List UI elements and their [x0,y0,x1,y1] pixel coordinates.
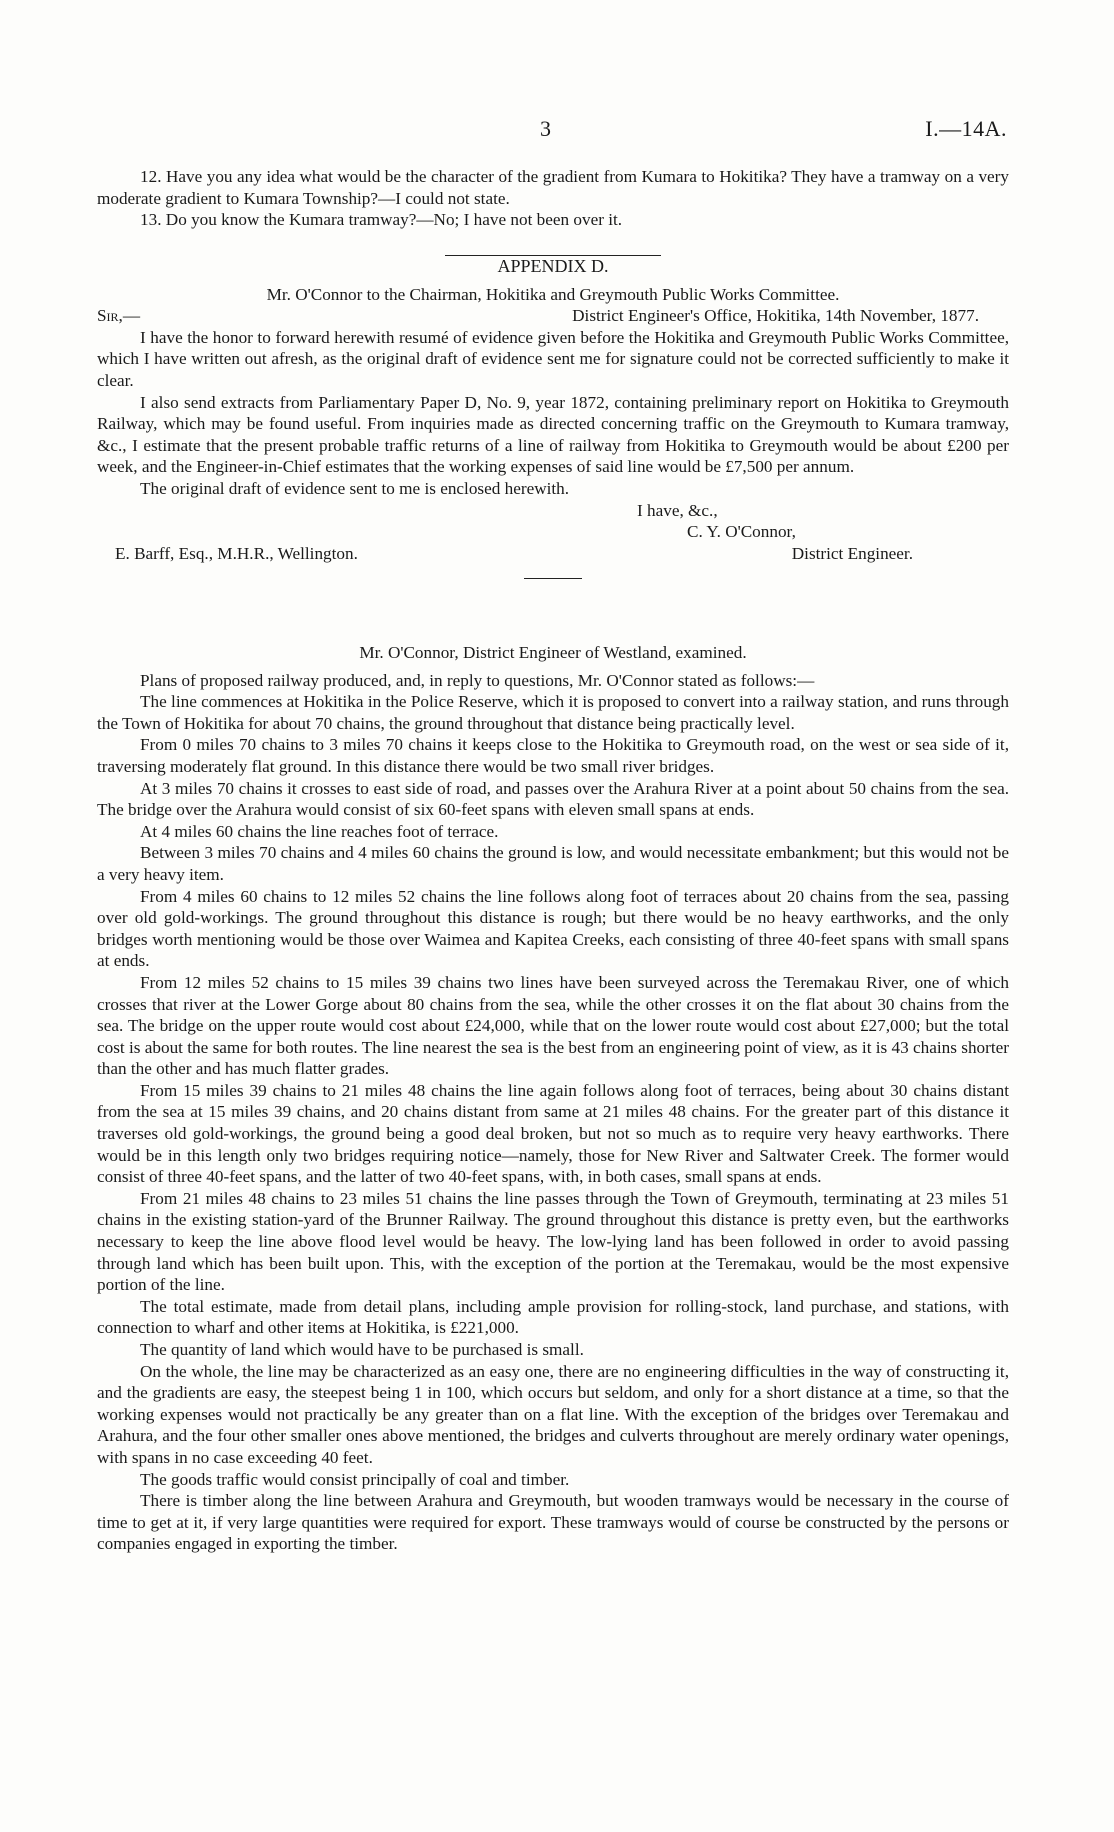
examination-intro: Plans of proposed railway produced, and, in reply to questions, Mr. O'Connor stated as follows:— [140,670,815,690]
signature-title: District Engineer. [791,543,913,563]
letter-salutation-row [97,305,1009,327]
examination-heading: Mr. O'Connor, District Engineer of Westland, examined. [359,643,747,662]
examination-paragraph: At 3 miles 70 chains it crosses to east side of road, and passes over the Arahura River at a point about 50 chains from the sea. The bridge over the Arahura would consist of six 60-feet spans with eleven small spans at ends. [97,778,1009,820]
examination-paragraph: From 12 miles 52 chains to 15 miles 39 chains two lines have been surveyed across the Teremakau River, one of which crosses that river at the Lower Gorge about 80 chains from the sea, while the other crosses it on the flat about 30 chains from the sea. The bridge on the upper route would cost about £24,000, while that on the lower route would cost about £27,000; but the total cost is about the same for both routes. The line nearest the sea is the best from an engineering point of view, as it is 43 chains shorter than the other and has much flatter grades. [97,972,1009,1079]
page-header [0,118,1114,148]
letter-heading: Mr. O'Connor to the Chairman, Hokitika and Greymouth Public Works Committee. [266,284,840,304]
examination-paragraph: On the whole, the line may be characterized as an easy one, there are no engineering difficulties in the way of constructing it, and the gradients are easy, the steepest being 1 in 100, which occurs but seldom, and only for a short distance at a time, so that the working expenses would not practically be any greater than on a flat line. With the exception of the bridges over Teremakau and Arahura, and the four other smaller ones above mentioned, the bridges and culverts throughout are merely ordinary water openings, with spans in no case exceeding 40 feet. [97,1361,1009,1467]
letter-paragraph: I also send extracts from Parliamentary Paper D, No. 9, year 1872, containing preliminary report on Hokitika to Greymouth Railway, which may be found useful. From inquiries made as directed concerning traffic on the Greymouth to Kumara tramway, &c., I estimate that the present probable traffic returns of a line of railway from Hokitika to Greymouth would be about £200 per week, and the Engineer-in-Chief estimates that the working expenses of said line would be £7,500 per annum. [97,392,1009,477]
examination-paragraph: From 15 miles 39 chains to 21 miles 48 chains the line again follows along foot of terraces, being about 30 chains distant from the sea at 15 miles 39 chains, and 20 chains distant from same at 21 miles 48 chains. For the greater part of this distance it traverses old gold-workings, the ground being a good deal broken, but not so much as to require very heavy earthworks. There would be in this length only two bridges requiring notice—namely, those for New River and Saltwater Creek. The former would consist of three 40-feet spans, and the latter of two 40-feet spans, with, in both cases, small spans at ends. [97,1080,1009,1187]
appendix-title: APPENDIX D. [497,256,609,276]
examination-paragraph: The line commences at Hokitika in the Police Reserve, which it is proposed to convert into a railway station, and runs through the Town of Hokitika for about 70 chains, the ground throughout that distance being practically level. [97,692,1009,733]
questions-section [97,166,1009,256]
letter-paragraph: The original draft of evidence sent to me is enclosed herewith. [140,478,570,498]
appendix-section [97,256,1009,579]
page-number: 3 [540,116,551,141]
examination-paragraph: The total estimate, made from detail plans, including ample provision for rolling-stock, land purchase, and stations, with connection to wharf and other items at Hokitika, is £221,000. [97,1296,1009,1338]
letter-closing: I have, &c., [637,500,718,520]
letter-paragraph: I have the honor to forward herewith resumé of evidence given before the Hokitika and Greymouth Public Works Committee, which I have written out afresh, as the original draft of evidence sent me for signature could not be corrected sufficiently to make it clear. [97,327,1009,390]
examination-paragraph: The quantity of land which would have to be purchased is small. [140,1340,584,1359]
examination-section [97,642,1009,1555]
document-reference: I.—14A. [925,116,1007,141]
letter-footer-row [97,543,1009,565]
letter-recipient: E. Barff, Esq., M.H.R., Wellington. [115,543,358,563]
examination-paragraph: Between 3 miles 70 chains and 4 miles 60 chains the ground is low, and would necessitate embankment; but this would not be a very heavy item. [97,843,1009,884]
examination-paragraph: At 4 miles 60 chains the line reaches foot of terrace. [140,821,499,841]
examination-paragraph: The goods traffic would consist principally of coal and timber. [140,1469,570,1489]
examination-paragraph: From 21 miles 48 chains to 23 miles 51 chains the line passes through the Town of Greymouth, terminating at 23 miles 51 chains in the existing station-yard of the Brunner Railway. The ground throughout this distance is pretty even, but the earthworks necessary to keep the line above flood level would be heavy. The low-lying land has been followed in order to avoid passing through land which has been built upon. This, with the exception of the portion at the Teremakau, would be the most expensive portion of the line. [97,1188,1009,1295]
letter-signature: C. Y. O'Connor, [687,522,796,542]
examination-paragraph: From 0 miles 70 chains to 3 miles 70 chains it keeps close to the Hokitika to Greymouth road, on the west or sea side of it, traversing moderately flat ground. In this distance there would be two small river bridges. [97,735,1009,776]
question-13: 13. Do you know the Kumara tramway?—No; I have not been over it. [140,210,623,230]
examination-paragraph: There is timber along the line between Arahura and Greymouth, but wooden tramways would be necessary in the course of time to get at it, if very large quantities were required for export. These tramways would of course be constructed by the persons or companies engaged in exporting the timber. [97,1491,1009,1554]
question-12: 12. Have you any idea what would be the character of the gradient from Kumara to Hokitika? They have a tramway on a very moderate gradient to Kumara Township?—I could not state. [97,167,1009,208]
section-divider [524,578,582,579]
examination-paragraph: From 4 miles 60 chains to 12 miles 52 chains the line follows along foot of terraces about 20 chains from the sea, passing over old gold-workings. The ground throughout this distance is rough; but there would be no heavy earthworks, and the only bridges worth mentioning would be those over Waimea and Kapitea Creeks, each consisting of three 40-feet spans with small spans at ends. [97,886,1009,971]
letter-address: District Engineer's Office, Hokitika, 14th November, 1877. [572,306,979,326]
salutation: Sir,— [97,306,141,326]
